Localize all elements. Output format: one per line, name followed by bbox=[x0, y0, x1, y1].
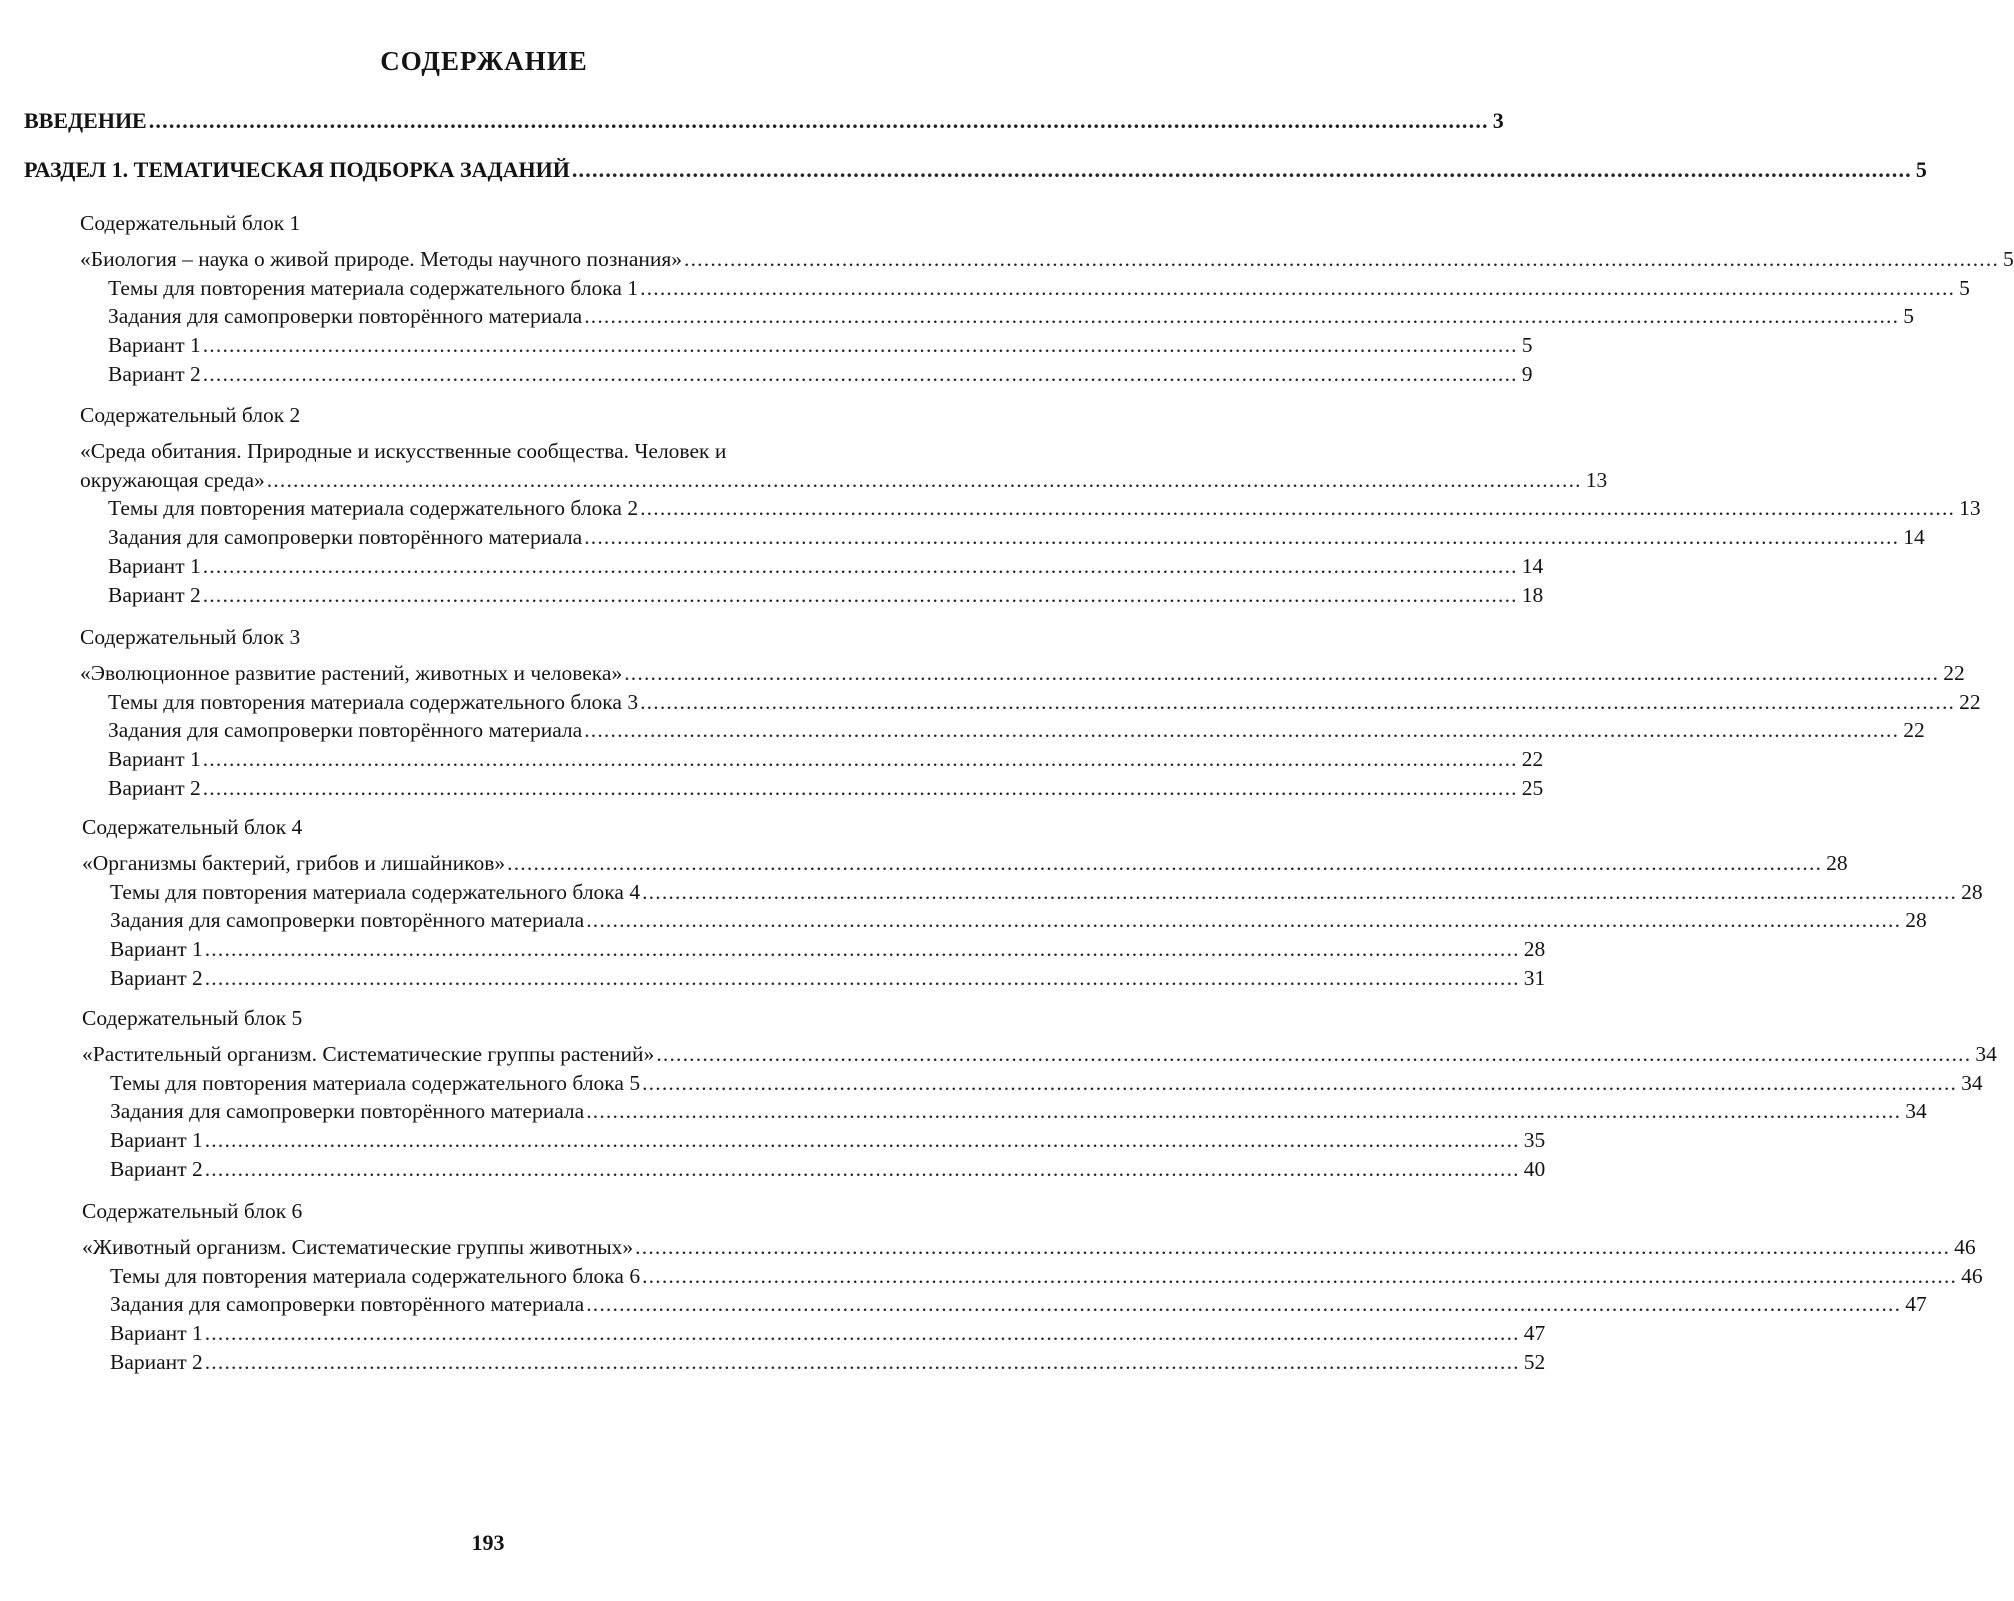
leader-dots: ........................................................................................................................................................................................................ bbox=[584, 718, 1900, 743]
toc-entry-item[interactable] bbox=[108, 773, 1544, 803]
toc-entry-label: Вариант 2 bbox=[110, 1156, 203, 1181]
leader-dots: ........................................................................................................................................................................................................ bbox=[202, 361, 1518, 386]
leader-dots: ........................................................................................................................................................................................................ bbox=[204, 965, 1520, 990]
toc-entry-page: 25 bbox=[1521, 775, 1544, 800]
toc-entry-page: 28 bbox=[1826, 851, 1848, 875]
toc-entry-label: «Биология – наука о живой природе. Методы научного познания» bbox=[80, 247, 683, 271]
toc-entry-page: 34 bbox=[1975, 1042, 1997, 1066]
leader-dots: ........................................................................................................................................................................................................ bbox=[640, 275, 1956, 300]
toc-entry-label: РАЗДЕЛ 1. ТЕМАТИЧЕСКАЯ ПОДБОРКА ЗАДАНИЙ bbox=[24, 157, 570, 182]
toc-entry-block-topic[interactable] bbox=[82, 1232, 1976, 1262]
toc-entry-label: Вариант 2 bbox=[110, 965, 203, 990]
toc-entry-item[interactable] bbox=[108, 744, 1544, 774]
toc-entry-page: 5 bbox=[1959, 275, 1970, 300]
toc-entry-label: Вариант 1 bbox=[110, 1128, 203, 1153]
toc-entry-item[interactable] bbox=[110, 1347, 1546, 1377]
leader-dots: ........................................................................................................................................................................................................ bbox=[642, 1263, 1958, 1288]
leader-dots: ........................................................................................................................................................................................................ bbox=[635, 1235, 1951, 1259]
leader-dots: ........................................................................................................................................................................................................ bbox=[204, 1156, 1520, 1181]
toc-entry-item[interactable] bbox=[110, 963, 1546, 993]
page-number: 193 bbox=[471, 1530, 505, 1555]
toc-entry-item[interactable] bbox=[110, 1261, 1983, 1291]
block-heading: Содержательный блок 6 bbox=[82, 1199, 303, 1223]
leader-dots: ........................................................................................................................................................................................................ bbox=[571, 157, 1912, 182]
toc-entry-page: 52 bbox=[1523, 1349, 1546, 1374]
toc-entry-label: Вариант 1 bbox=[110, 937, 203, 962]
toc-entry-label: «Организмы бактерий, грибов и лишайников» bbox=[82, 851, 506, 875]
toc-entry-page: 40 bbox=[1523, 1156, 1546, 1181]
toc-entry-item[interactable] bbox=[110, 934, 1546, 964]
toc-entry-item[interactable] bbox=[108, 359, 1533, 389]
toc-entry-page: 22 bbox=[1943, 661, 1965, 685]
toc-entry-label: Темы для повторения материала содержательного блока 3 bbox=[108, 689, 639, 714]
toc-entry-block-topic[interactable] bbox=[82, 1039, 1997, 1069]
toc-entry-label: ВВЕДЕНИЕ bbox=[24, 108, 147, 133]
toc-entry-item[interactable] bbox=[108, 493, 1981, 523]
toc-entry-item[interactable] bbox=[110, 1068, 1983, 1098]
toc-entry-page: 31 bbox=[1523, 965, 1546, 990]
toc-entry-label: Задания для самопроверки повторённого материала bbox=[108, 718, 583, 743]
toc-entry-item[interactable] bbox=[108, 330, 1533, 360]
toc-entry-page: 5 bbox=[2003, 247, 2014, 271]
toc-entry-block-topic[interactable] bbox=[80, 658, 1965, 688]
toc-entry-page: 9 bbox=[1521, 361, 1533, 386]
leader-dots: ........................................................................................................................................................................................................ bbox=[586, 1292, 1902, 1317]
leader-dots: ........................................................................................................................................................................................................ bbox=[202, 775, 1518, 800]
toc-entry-page: 5 bbox=[1903, 304, 1914, 329]
toc-entry-item[interactable] bbox=[108, 551, 1544, 581]
toc-entry-item[interactable] bbox=[108, 273, 1970, 303]
toc-entry-block-topic[interactable] bbox=[80, 244, 2014, 274]
toc-entry-label: Темы для повторения материала содержательного блока 6 bbox=[110, 1263, 641, 1288]
toc-entry-page: 22 bbox=[1903, 718, 1925, 743]
toc-entry-page: 13 bbox=[1959, 496, 1981, 521]
toc-entry-item[interactable] bbox=[110, 1154, 1546, 1184]
toc-entry-label: Задания для самопроверки повторённого материала bbox=[110, 908, 585, 933]
leader-dots: ........................................................................................................................................................................................................ bbox=[202, 582, 1518, 607]
page-title: СОДЕРЖАНИЕ bbox=[380, 46, 588, 76]
toc-entry-item[interactable] bbox=[108, 301, 1914, 331]
toc-entry-block-topic[interactable] bbox=[80, 465, 1608, 495]
toc-entry-label: Вариант 2 bbox=[108, 361, 201, 386]
leader-dots: ........................................................................................................................................................................................................ bbox=[266, 467, 1582, 492]
toc-entry-label: «Животный организм. Систематические группы животных» bbox=[82, 1235, 634, 1259]
toc-entry-label: окружающая среда» bbox=[80, 467, 265, 492]
toc-entry-label: «Эволюционное развитие растений, животных и человека» bbox=[80, 661, 623, 685]
leader-dots: ........................................................................................................................................................................................................ bbox=[584, 525, 1900, 550]
toc-entry-item[interactable] bbox=[110, 1096, 1927, 1126]
toc-entry-item[interactable] bbox=[110, 905, 1927, 935]
toc-entry-page: 22 bbox=[1959, 689, 1981, 714]
block-heading: Содержательный блок 2 bbox=[80, 403, 301, 427]
toc-entry-item[interactable] bbox=[110, 1125, 1546, 1155]
toc-entry-label: Вариант 1 bbox=[110, 1321, 203, 1346]
block-heading: Содержательный блок 1 bbox=[80, 211, 301, 235]
toc-entry-page: 22 bbox=[1521, 747, 1544, 772]
toc-entry-label: Вариант 2 bbox=[110, 1349, 203, 1374]
toc-entry-page: 5 bbox=[1915, 157, 1927, 182]
leader-dots: ........................................................................................................................................................................................................ bbox=[202, 553, 1518, 578]
leader-dots: ........................................................................................................................................................................................................ bbox=[202, 333, 1518, 358]
toc-entry-label: Вариант 2 bbox=[108, 775, 201, 800]
toc-entry-label: Вариант 1 bbox=[108, 553, 201, 578]
block-heading: Содержательный блок 5 bbox=[82, 1006, 303, 1030]
leader-dots: ........................................................................................................................................................................................................ bbox=[584, 304, 1900, 329]
toc-entry-label: Задания для самопроверки повторённого материала bbox=[110, 1292, 585, 1317]
toc-entry-item[interactable] bbox=[108, 687, 1981, 717]
toc-entry-label: Задания для самопроверки повторённого материала bbox=[110, 1099, 585, 1124]
toc-entry-page: 13 bbox=[1585, 467, 1608, 492]
toc-entry-label: Темы для повторения материала содержательного блока 5 bbox=[110, 1070, 641, 1095]
toc-entry-page: 35 bbox=[1523, 1128, 1546, 1153]
toc-entry-page: 47 bbox=[1905, 1292, 1927, 1317]
toc-entry-block-topic[interactable] bbox=[82, 848, 1848, 878]
toc-entry-page: 18 bbox=[1521, 582, 1544, 607]
block-heading: Содержательный блок 3 bbox=[80, 625, 301, 649]
toc-entry-page: 46 bbox=[1961, 1263, 1983, 1288]
toc-entry-label: «Растительный организм. Систематические группы растений» bbox=[82, 1042, 655, 1066]
toc-entry-label: Вариант 2 bbox=[108, 582, 201, 607]
leader-dots: ........................................................................................................................................................................................................ bbox=[202, 747, 1518, 772]
leader-dots: ........................................................................................................................................................................................................ bbox=[684, 247, 2000, 271]
block-topic-line: «Среда обитания. Природные и искусственные сообщества. Человек и bbox=[80, 439, 727, 463]
toc-entry-section-1[interactable] bbox=[24, 155, 1927, 185]
leader-dots: ........................................................................................................................................................................................................ bbox=[148, 108, 1489, 133]
toc-entry-page: 3 bbox=[1492, 108, 1504, 133]
leader-dots: ........................................................................................................................................................................................................ bbox=[507, 851, 1823, 875]
toc-entry-item[interactable] bbox=[108, 522, 1925, 552]
toc-entry-page: 28 bbox=[1961, 879, 1983, 904]
toc-entry-page: 14 bbox=[1521, 553, 1544, 578]
toc-entry-page: 5 bbox=[1521, 333, 1533, 358]
leader-dots: ........................................................................................................................................................................................................ bbox=[204, 1128, 1520, 1153]
leader-dots: ........................................................................................................................................................................................................ bbox=[204, 1349, 1520, 1374]
toc-entry-page: 14 bbox=[1903, 525, 1925, 550]
toc-entry-item[interactable] bbox=[108, 715, 1925, 745]
toc-entry-page: 34 bbox=[1961, 1070, 1983, 1095]
toc-entry-label: Задания для самопроверки повторённого материала bbox=[108, 304, 583, 329]
toc-entry-item[interactable] bbox=[110, 1289, 1927, 1319]
leader-dots: ........................................................................................................................................................................................................ bbox=[204, 937, 1520, 962]
toc-entry-page: 47 bbox=[1523, 1321, 1546, 1346]
toc-entry-label: Темы для повторения материала содержательного блока 4 bbox=[110, 879, 641, 904]
leader-dots: ........................................................................................................................................................................................................ bbox=[642, 1070, 1958, 1095]
toc-entry-item[interactable] bbox=[110, 877, 1983, 907]
toc-entry-label: Задания для самопроверки повторённого материала bbox=[108, 525, 583, 550]
toc-entry-label: Вариант 1 bbox=[108, 747, 201, 772]
toc-entry-page: 28 bbox=[1523, 937, 1546, 962]
toc-entry-label: Вариант 1 bbox=[108, 333, 201, 358]
toc-entry-page: 46 bbox=[1954, 1235, 1976, 1259]
toc-entry-label: Темы для повторения материала содержательного блока 2 bbox=[108, 496, 639, 521]
leader-dots: ........................................................................................................................................................................................................ bbox=[586, 908, 1902, 933]
leader-dots: ........................................................................................................................................................................................................ bbox=[642, 879, 1958, 904]
toc-entry-label: Темы для повторения материала содержательного блока 1 bbox=[108, 275, 639, 300]
leader-dots: ........................................................................................................................................................................................................ bbox=[640, 496, 1956, 521]
block-heading: Содержательный блок 4 bbox=[82, 815, 303, 839]
toc-entry-item[interactable] bbox=[110, 1318, 1546, 1348]
leader-dots: ........................................................................................................................................................................................................ bbox=[204, 1321, 1520, 1346]
toc-entry-item[interactable] bbox=[108, 580, 1544, 610]
toc-entry-page: 28 bbox=[1905, 908, 1927, 933]
leader-dots: ........................................................................................................................................................................................................ bbox=[656, 1042, 1972, 1066]
toc-entry-page: 34 bbox=[1905, 1099, 1927, 1124]
toc-entry-intro[interactable] bbox=[24, 106, 1504, 136]
leader-dots: ........................................................................................................................................................................................................ bbox=[586, 1099, 1902, 1124]
leader-dots: ........................................................................................................................................................................................................ bbox=[640, 689, 1956, 714]
leader-dots: ........................................................................................................................................................................................................ bbox=[624, 661, 1940, 685]
